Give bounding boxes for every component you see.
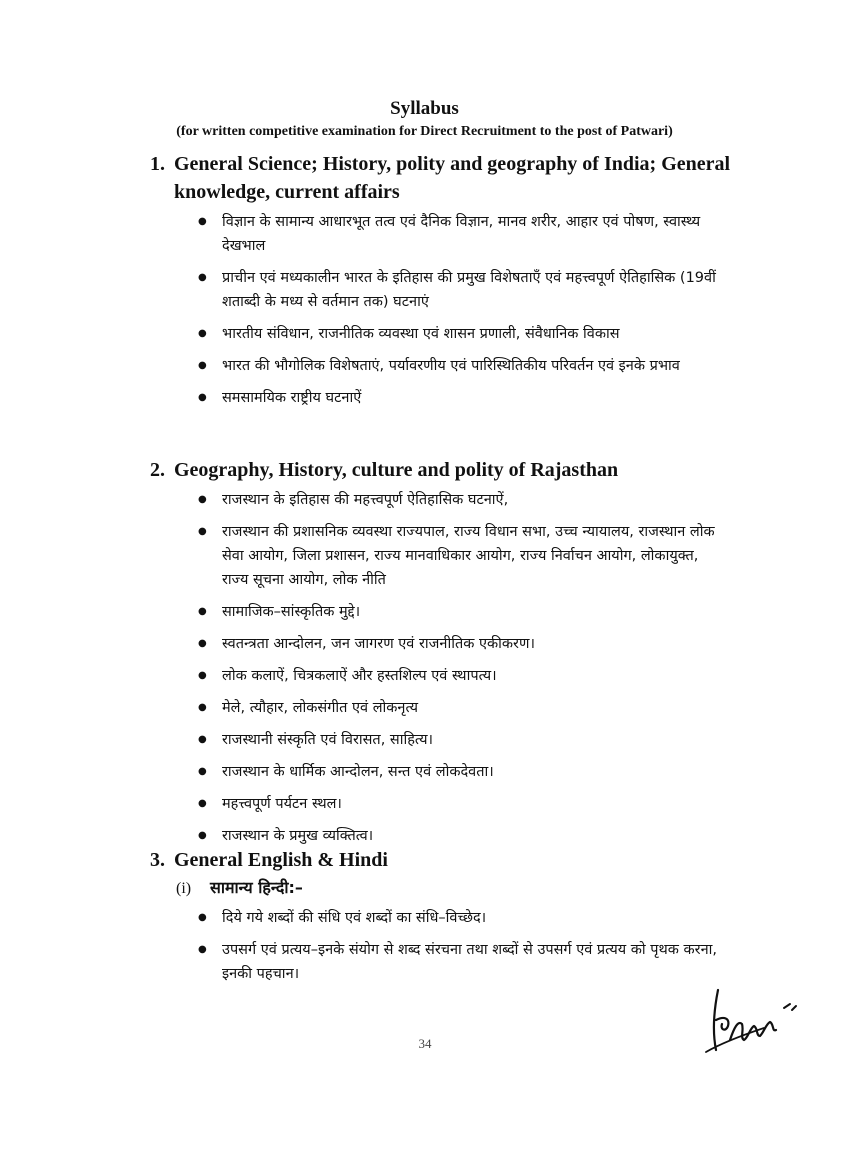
list-item: ● दिये गये शब्दों की संधि एवं शब्दों का संधि–विच्छेद। [196, 906, 726, 930]
section-2-title: Geography, History, culture and polity of Rajasthan [174, 459, 619, 481]
section-1-number: 1. [150, 153, 165, 175]
section-3-number: 3. [150, 849, 165, 871]
section-2-heading [150, 456, 618, 484]
section-2-number: 2. [150, 459, 165, 481]
list-item: ● स्वतन्त्रता आन्दोलन, जन जागरण एवं राजनीतिक एकीकरण। [196, 632, 726, 656]
signature-image [700, 980, 810, 1060]
list-item: ● भारतीय संविधान, राजनीतिक व्यवस्था एवं शासन प्रणाली, संवैधानिक विकास [196, 322, 726, 346]
list-item: ● महत्त्वपूर्ण पर्यटन स्थल। [196, 792, 726, 816]
list-item: ● विज्ञान के सामान्य आधारभूत तत्व एवं दैनिक विज्ञान, मानव शरीर, आहार एवं पोषण, स्वास्थ्य देखभाल [196, 210, 726, 258]
list-item: ● भारत की भौगोलिक विशेषताएं, पर्यावरणीय एवं पारिस्थितिकीय परिवर्तन एवं इनके प्रभाव [196, 354, 726, 378]
subsection-list [196, 906, 726, 994]
subsection-heading [176, 876, 303, 898]
list-item: ● राजस्थान के प्रमुख व्यक्तित्व। [196, 824, 726, 848]
list-item: ● उपसर्ग एवं प्रत्यय–इनके संयोग से शब्द संरचना तथा शब्दों से उपसर्ग एवं प्रत्यय को पृथक करना, इनकी पहचान। [196, 938, 726, 986]
section-2-list [196, 488, 726, 856]
page-title: Syllabus [390, 98, 459, 119]
list-item: ● समसामयिक राष्ट्रीय घटनाऐं [196, 386, 726, 410]
list-item: ● मेले, त्यौहार, लोकसंगीत एवं लोकनृत्य [196, 696, 726, 720]
page-subtitle: (for written competitive examination for Direct Recruitment to the post of Patwari) [176, 124, 673, 139]
list-item: ● राजस्थानी संस्कृति एवं विरासत, साहित्य। [196, 728, 726, 752]
list-item: ● राजस्थान के इतिहास की महत्त्वपूर्ण ऐतिहासिक घटनाऐं, [196, 488, 726, 512]
section-1-heading [150, 150, 734, 206]
page-number: 34 [418, 1036, 432, 1051]
subsection-number: (i) [176, 880, 192, 897]
list-item: ● सामाजिक–सांस्कृतिक मुद्दे। [196, 600, 726, 624]
section-1-list [196, 210, 726, 418]
list-item: ● राजस्थान के धार्मिक आन्दोलन, सन्त एवं लोकदेवता। [196, 760, 726, 784]
subsection-title: सामान्य हिन्दी:– [210, 878, 303, 897]
section-3-heading [150, 846, 388, 874]
list-item: ● प्राचीन एवं मध्यकालीन भारत के इतिहास की प्रमुख विशेषताएँ एवं महत्त्वपूर्ण ऐतिहासिक (19वीं शताब्दी के मध्य से वर्तमान तक) घटनाएं [196, 266, 726, 314]
section-3-title: General English & Hindi [174, 849, 388, 871]
list-item: ● लोक कलाऐं, चित्रकलाऐं और हस्तशिल्प एवं स्थापत्य। [196, 664, 726, 688]
section-1-title: General Science; History, polity and geography of India; General knowledge, current affairs [174, 153, 731, 203]
list-item: ● राजस्थान की प्रशासनिक व्यवस्था राज्यपाल, राज्य विधान सभा, उच्च न्यायालय, राजस्थान लोक सेवा आयोग, जिला प्रशासन, राज्य मानवाधिकार आयोग, राज्य निर्वाचन आयोग, लोकायुक्त, राज्य सूचना आयोग, लोक नीति [196, 520, 726, 592]
